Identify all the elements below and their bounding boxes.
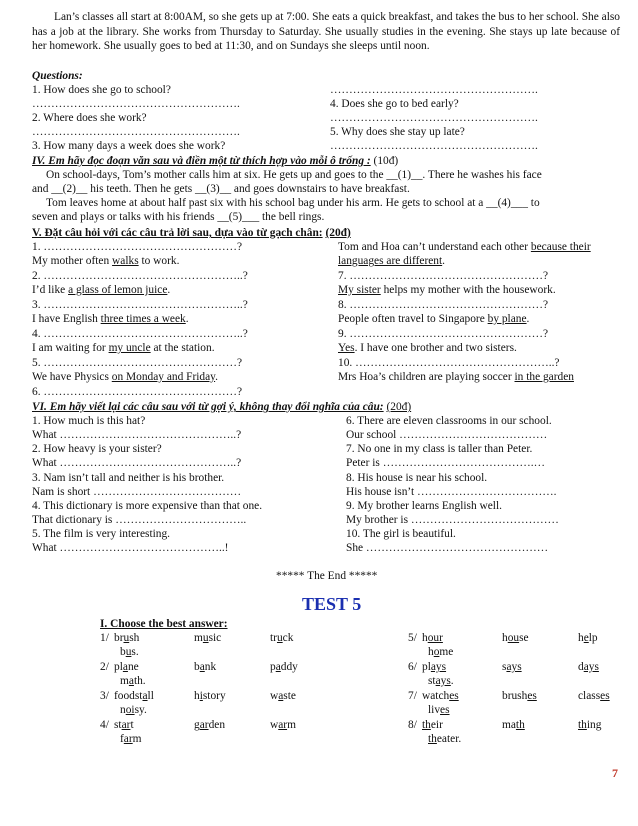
vi-left-3: What ………………………………………..? <box>32 457 242 469</box>
reading-passage: Lan’s classes all start at 8:00AM, so she gets up at 7:00. She eats a quick breakfast, and takes the bus to her school. She also has a job at the library. She works from Thursday to Saturday. She usually studies in the evening. She stays up late because of her homework. She usually goes to bed at 11:30, and on Sundays she sleeps until noon. <box>32 11 620 53</box>
left-item-4-word-b: garden <box>194 719 226 731</box>
underlined-sound: ays <box>430 661 447 673</box>
right-item-4-word-c: thing <box>578 719 602 731</box>
v-q2: 2. ……………………………………………..? <box>32 270 248 282</box>
underlined-sound: th <box>422 719 431 731</box>
underlined-sound: a <box>142 690 148 702</box>
underlined-sound: ar <box>199 719 209 731</box>
left-item-3-word-c: waste <box>270 690 296 702</box>
left-item-2-word-b: bank <box>194 661 217 673</box>
v-a9: Yes. I have one brother and two sisters. <box>338 342 517 354</box>
right-item-3-word-d: lives <box>428 704 450 716</box>
section-v-heading: V. Đặt câu hỏi với các câu trả lời sau, dựa vào từ gạch chân: <box>32 227 323 239</box>
section-iv-heading: IV. Em hãy đọc đoạn văn sau và điền một từ thích hợp vào mỗi ô trống : <box>32 155 371 167</box>
underlined-sound: ar <box>121 719 131 731</box>
v-q7: 7. ……………………………………………? <box>338 270 549 282</box>
left-item-2-word-d: math. <box>120 675 146 687</box>
left-item-1-word-b: music <box>194 632 222 644</box>
vi-right-9: She ………………………………………… <box>346 542 549 554</box>
underlined-sound: u <box>125 646 132 658</box>
right-item-2-word-d: stays. <box>428 675 454 687</box>
v-a5: We have Physics on Monday and Friday. <box>32 371 218 383</box>
section-v-points: (20đ) <box>325 227 351 239</box>
left-item-4-word-c: warm <box>270 719 296 731</box>
v-a8: People often travel to Singapore by plane. <box>338 313 530 325</box>
v-a9-underlined: Yes <box>338 342 355 354</box>
underlined-sound: es <box>449 690 459 702</box>
v-q9: 9. ……………………………………………? <box>338 328 549 340</box>
underlined-sound: a <box>275 661 281 673</box>
left-item-number-3: 3/ <box>100 690 109 702</box>
answer-line-left-3: ………………………………………………. <box>32 126 240 138</box>
right-item-1-word-c: help <box>578 632 598 644</box>
question-right-1: 4. Does she go to bed early? <box>330 98 459 110</box>
vi-right-4: 8. His house is near his school. <box>346 472 488 484</box>
v-a6-line1: Tom and Hoa can’t understand each other because their <box>338 241 591 253</box>
underlined-sound: u <box>202 632 209 644</box>
v-q3: 3. ……………………………………………..? <box>32 299 248 311</box>
v-a7-underlined: My sister <box>338 284 381 296</box>
section-v-heading-line <box>32 226 351 240</box>
underlined-sound: es <box>527 690 537 702</box>
left-item-2-word-c: paddy <box>270 661 298 673</box>
v-a6-underlined-2: languages are different <box>338 255 443 267</box>
answer-line-right-2: ………………………………………………. <box>330 112 538 124</box>
section-vi-points: (20đ) <box>386 401 412 413</box>
vi-left-4: 3. Nam isn’t tall and neither is his brother. <box>32 472 225 484</box>
vi-right-5: His house isn’t ………………………………. <box>346 486 557 498</box>
right-item-4-word-a: their <box>422 719 443 731</box>
vi-left-2: 2. How heavy is your sister? <box>32 443 162 455</box>
underlined-sound: u <box>276 632 283 644</box>
right-item-2-word-a: plays <box>422 661 447 673</box>
question-left-4: 3. How many days a week does she work? <box>32 140 226 152</box>
right-item-3-word-c: classes <box>578 690 610 702</box>
left-item-4-word-d: farm <box>120 733 142 745</box>
vi-right-2: 7. No one in my class is taller than Peter. <box>346 443 533 455</box>
left-item-2-word-a: plane <box>114 661 139 673</box>
underlined-sound: es <box>440 704 450 716</box>
vi-right-3: Peter is ………………………………….… <box>346 457 546 469</box>
left-item-1-word-d: bus. <box>120 646 139 658</box>
vi-right-8: 10. The girl is beautiful. <box>346 528 456 540</box>
v-a8-underlined: by plane <box>487 313 527 325</box>
v-a1: My mother often walks to work. <box>32 255 180 267</box>
v-a4: I am waiting for my uncle at the station. <box>32 342 215 354</box>
right-item-number-1: 5/ <box>408 632 417 644</box>
underlined-sound: ar <box>278 719 288 731</box>
underlined-sound: oi <box>125 704 135 716</box>
right-item-3-word-b: brushes <box>502 690 537 702</box>
underlined-sound: th <box>428 733 437 745</box>
underlined-sound: a <box>128 675 134 687</box>
v-a1-underlined: walks <box>112 255 139 267</box>
question-left-2: 2. Where does she work? <box>32 112 147 124</box>
v-a5-underlined: on Monday and Friday <box>111 371 216 383</box>
left-item-number-2: 2/ <box>100 661 109 673</box>
answer-line-right-4: ………………………………………………. <box>330 140 538 152</box>
left-item-3-word-d: noisy. <box>120 704 147 716</box>
vi-left-8: 5. The film is very interesting. <box>32 528 171 540</box>
left-item-1-word-a: brush <box>114 632 140 644</box>
v-a3-underlined: three times a week <box>100 313 186 325</box>
underlined-sound: ays <box>506 661 522 673</box>
v-a6-line2: languages are different. <box>338 255 446 267</box>
vi-left-9: What ……………………………………..! <box>32 542 229 554</box>
v-a4-underlined: my uncle <box>108 342 151 354</box>
underlined-sound: ar <box>123 733 133 745</box>
underlined-sound: a <box>122 661 128 673</box>
left-item-3-word-a: foodstall <box>114 690 154 702</box>
section-vi-heading: VI. Em hãy viết lại các câu sau với từ gợi ý, không thay đổi nghĩa của câu: <box>32 401 384 413</box>
vi-left-6: 4. This dictionary is more expensive than that one. <box>32 500 263 512</box>
underlined-sound: th <box>515 719 525 731</box>
v-q5: 5. ……………………………………………? <box>32 357 243 369</box>
left-item-3-word-b: history <box>194 690 226 702</box>
underlined-sound: e <box>583 632 589 644</box>
section-iv-heading-line <box>32 154 398 168</box>
right-item-number-4: 8/ <box>408 719 417 731</box>
v-a2: I’d like a glass of lemon juice. <box>32 284 171 296</box>
right-item-2-word-c: days <box>578 661 599 673</box>
underlined-sound: o <box>433 646 440 658</box>
section-iv-line-2: and __(2)__ his teeth. Then he gets __(3)__ and goes downstairs to have breakfast. <box>32 183 410 195</box>
underlined-sound: th <box>578 719 587 731</box>
v-a6-underlined-1: because their <box>530 241 591 253</box>
underlined-sound: a <box>278 690 284 702</box>
right-item-4-word-d: theater. <box>428 733 462 745</box>
vi-right-1: Our school ………………………………… <box>346 429 548 441</box>
section-iv-line-3: Tom leaves home at about half past six with his school bag under his arm. He gets to school at a __(4)___ to <box>46 197 540 209</box>
v-a10: Mrs Hoa’s children are playing soccer in the garden <box>338 371 574 383</box>
v-q1: 1. ……………………………………………? <box>32 241 243 253</box>
right-item-4-word-b: math <box>502 719 525 731</box>
right-item-1-word-d: home <box>428 646 454 658</box>
question-right-3: 5. Why does she stay up late? <box>330 126 465 138</box>
underlined-sound: ays <box>583 661 599 673</box>
questions-heading: Questions: <box>32 70 83 82</box>
underlined-sound: ou <box>507 632 520 644</box>
vi-left-7: That dictionary is …………………………….. <box>32 514 247 526</box>
section-iv-points: (10đ) <box>373 155 399 167</box>
test-title: TEST 5 <box>302 594 362 614</box>
underlined-sound: es <box>600 690 610 702</box>
v-a10-underlined: in the garden <box>514 371 574 383</box>
right-item-number-2: 6/ <box>408 661 417 673</box>
right-item-number-3: 7/ <box>408 690 417 702</box>
right-item-2-word-b: says <box>502 661 522 673</box>
section-iv-line-1: On school-days, Tom’s mother calls him at six. He gets up and goes to the __(1)__. There he washes his face <box>46 169 542 181</box>
v-a7: My sister helps my mother with the housework. <box>338 284 556 296</box>
right-item-1-word-b: house <box>502 632 529 644</box>
right-item-3-word-a: watches <box>422 690 459 702</box>
v-a2-underlined: a glass of lemon juice <box>68 284 168 296</box>
underlined-sound: ays <box>435 675 451 687</box>
the-end: ***** The End ***** <box>276 570 378 582</box>
right-item-1-word-a: hour <box>422 632 443 644</box>
v-q8: 8. ……………………………………………? <box>338 299 549 311</box>
v-a3: I have English three times a week. <box>32 313 189 325</box>
v-q10: 10. ……………………………………………..? <box>338 357 560 369</box>
choose-best-answer-heading: I. Choose the best answer: <box>100 618 228 630</box>
vi-right-0: 6. There are eleven classrooms in our school. <box>346 415 552 427</box>
underlined-sound: u <box>123 632 130 644</box>
underlined-sound: i <box>199 690 203 702</box>
left-item-1-word-c: truck <box>270 632 294 644</box>
page-number: 7 <box>612 766 618 780</box>
section-iv-line-4: seven and plays or talks with his friends __(5)___ the bell rings. <box>32 211 325 223</box>
answer-line-right-0: ………………………………………………. <box>330 84 538 96</box>
left-item-number-4: 4/ <box>100 719 109 731</box>
vi-left-5: Nam is short ………………………………… <box>32 486 242 498</box>
vi-right-6: 9. My brother learns English well. <box>346 500 502 512</box>
question-left-0: 1. How does she go to school? <box>32 84 171 96</box>
vi-left-1: What ………………………………………..? <box>32 429 242 441</box>
section-vi-heading-line <box>32 400 411 414</box>
v-q6: 6. ……………………………………………? <box>32 386 243 398</box>
underlined-sound: a <box>199 661 205 673</box>
left-item-4-word-a: start <box>114 719 134 731</box>
answer-line-left-1: ………………………………………………. <box>32 98 240 110</box>
vi-right-7: My brother is ………………………………… <box>346 514 559 526</box>
v-q4: 4. ……………………………………………..? <box>32 328 248 340</box>
left-item-number-1: 1/ <box>100 632 109 644</box>
underlined-sound: our <box>427 632 443 644</box>
vi-left-0: 1. How much is this hat? <box>32 415 146 427</box>
